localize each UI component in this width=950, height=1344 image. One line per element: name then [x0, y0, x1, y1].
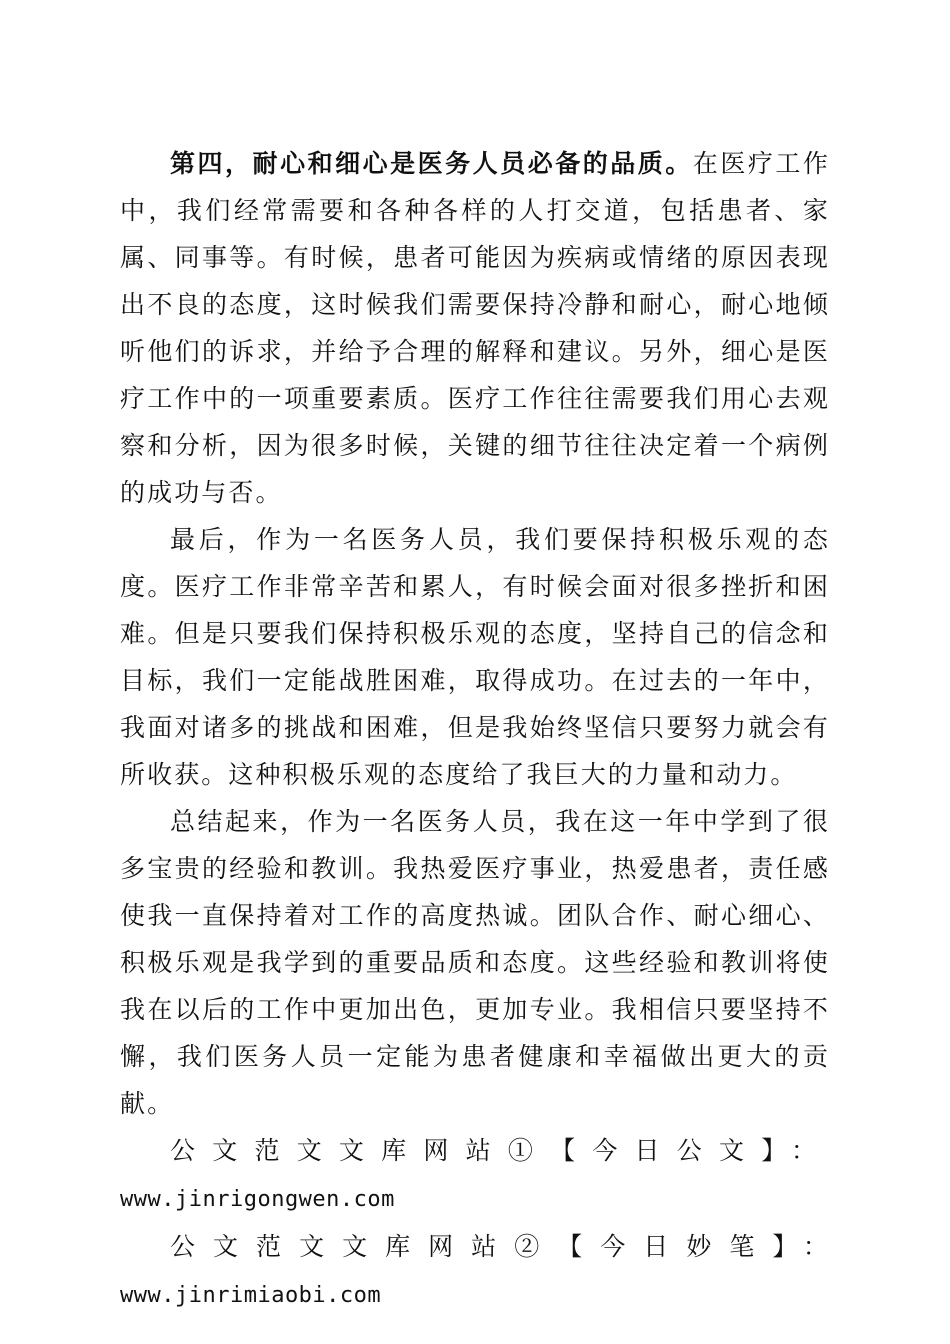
site-url-link[interactable]: www.jinrigongwen.com	[120, 1187, 395, 1212]
site-label: 公文范文文库网站②【今日妙笔】：	[170, 1232, 830, 1261]
site-label: 公文范文文库网站①【今日公文】：	[170, 1136, 830, 1165]
paragraph-text: 在医疗工作中，我们经常需要和各种各样的人打交道，包括患者、家属、同事等。有时候，患者可能因为疾病或情绪的原因表现出不良的态度，这时候我们需要保持冷静和耐心，耐心地倾听他们的诉求，并给予合理的解释和建议。另外，细心是医疗工作中的一项重要素质。医疗工作往往需要我们用心去观察和分析，因为很多时候，关键的细节往往决定着一个病例的成功与否。	[120, 149, 830, 507]
document-body	[120, 140, 830, 1319]
site-line-2	[120, 1223, 830, 1319]
paragraph-summary	[120, 798, 830, 1127]
site-line-1	[120, 1127, 830, 1223]
paragraph-lead: 第四，耐心和细心是医务人员必备的品质。	[170, 149, 693, 178]
paragraph-patience	[120, 140, 830, 516]
paragraph-optimism	[120, 516, 830, 798]
site-url-link[interactable]: www.jinrimiaobi.com	[120, 1283, 382, 1308]
paragraph-text: 总结起来，作为一名医务人员，我在这一年中学到了很多宝贵的经验和教训。我热爱医疗事业，热爱患者，责任感使我一直保持着对工作的高度热诚。团队合作、耐心细心、积极乐观是我学到的重要品质和态度。这些经验和教训将使我在以后的工作中更加出色，更加专业。我相信只要坚持不懈，我们医务人员一定能为患者健康和幸福做出更大的贡献。	[120, 807, 830, 1118]
paragraph-text: 最后，作为一名医务人员，我们要保持积极乐观的态度。医疗工作非常辛苦和累人，有时候会面对很多挫折和困难。但是只要我们保持积极乐观的态度，坚持自己的信念和目标，我们一定能战胜困难，取得成功。在过去的一年中，我面对诸多的挑战和困难，但是我始终坚信只要努力就会有所收获。这种积极乐观的态度给了我巨大的力量和动力。	[120, 525, 830, 789]
